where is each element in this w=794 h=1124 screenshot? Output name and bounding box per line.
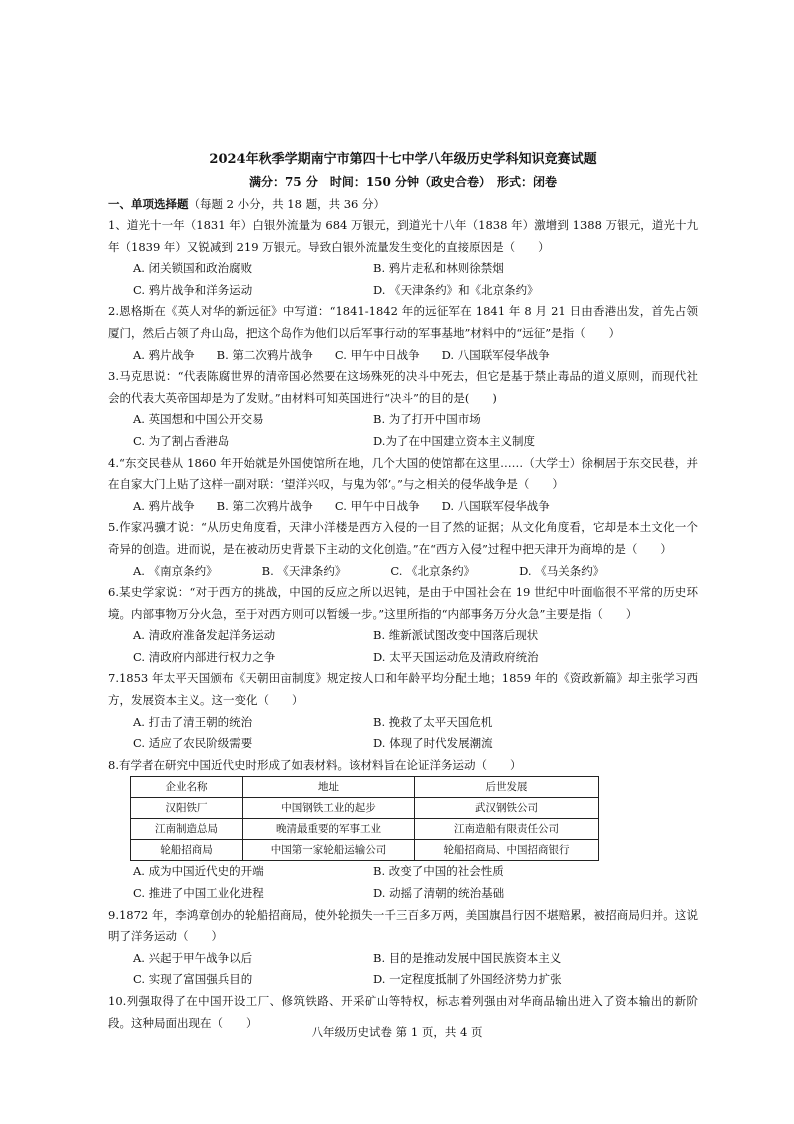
option-a: A. 闭关锁国和政治腐败 (133, 261, 253, 276)
question-9 (108, 905, 698, 991)
question-stem: 4.“东交民巷从 1860 年开始就是外国使馆所在地，几个大国的使馆都在这里……（大学士）徐桐居于东交民巷，并在自家大门上贴了这样一副对联：‘望洋兴叹，与鬼为邻’。”与之相关的侵华战争是（ ） (108, 455, 698, 492)
page-footer: 八年级历史试卷 第 1 页，共 4 页 (311, 1025, 483, 1039)
question-stem: 10.列强取得了在中国开设工厂、修筑铁路、开采矿山等特权，标志着列强由对华商品输出进入了资本输出的新阶段。这种局面出现在（ ） (108, 994, 698, 1030)
section-note: （每题 2 小分，共 18 题，共 36 分） (188, 197, 386, 211)
table-header-cell: 企业名称 (131, 777, 243, 798)
table-cell: 汉阳铁厂 (131, 798, 243, 819)
exam-subtitle: 满分：75 分 时间：150 分钟（政史合卷） 形式：闭卷 (248, 175, 558, 189)
option-d: D. 体现了时代发展潮流 (373, 736, 493, 751)
option-d: D. 太平天国运动危及清政府统治 (373, 649, 539, 664)
table-cell: 轮船招商局 (131, 840, 243, 861)
option-d: D. 《天津条约》和《北京条约》 (373, 282, 539, 297)
table-cell: 轮船招商局、中国招商银行 (415, 840, 599, 861)
option-d: D. 《马关条约》 (519, 563, 605, 578)
option-c: C. 鸦片战争和洋务运动 (133, 282, 253, 297)
table-row (131, 840, 599, 861)
option-a: A. 打击了清王朝的统治 (133, 714, 253, 729)
option-c: C. 推进了中国工业化进程 (133, 886, 264, 901)
option-c: C. 《北京条约》 (390, 563, 476, 578)
question-options (108, 496, 698, 518)
option-b: B. 目的是推动发展中国民族资本主义 (373, 950, 562, 965)
question-stem: 7.1853 年太平天国颁布《天朝田亩制度》规定按人口和年龄平均分配土地；1859 年的《资政新篇》却主张学习西方，发展资本主义。这一变化（ ） (108, 671, 698, 708)
enterprise-table (130, 776, 599, 861)
option-b: B. 第二次鸦片战争 (216, 498, 313, 513)
question-1 (108, 215, 698, 301)
option-a: A. 鸦片战争 (133, 498, 195, 513)
option-c: C. 清政府内部进行权力之争 (133, 649, 276, 664)
question-5 (108, 517, 698, 582)
option-c: C. 实现了富国强兵目的 (133, 972, 253, 987)
exam-content (108, 149, 698, 1034)
question-stem: 8.有学者在研究中国近代史时形成了如表材料。该材料旨在论证洋务运动（ ） (108, 757, 522, 772)
option-b: B. 第二次鸦片战争 (216, 347, 313, 362)
option-b: B. 鸦片走私和林则徐禁烟 (373, 261, 504, 276)
table-cell: 江南制造总局 (131, 819, 243, 840)
option-d: D. 八国联军侵华战争 (441, 498, 550, 513)
question-options (108, 948, 698, 991)
table-header-cell: 后世发展 (415, 777, 599, 798)
option-b: B. 为了打开中国市场 (373, 412, 481, 427)
question-options (108, 861, 698, 904)
question-stem: 1、道光十一年（1831 年）白银外流量为 684 万银元，到道光十八年（1838 年）激增到 1388 万银元，道光十九年（1839 年）又锐减到 219 万银元。导致白银外流量发生变化的直接原因是（ ） (108, 218, 698, 254)
question-stem: 2.恩格斯在《英人对华的新远征》中写道：“1841-1842 年的远征军在 1841 年 8 月 21 日由香港出发，首先占领厦门，然后占领了舟山岛，把这个岛作为他们以后军事行动的军事基地”材料中的“远征”是指（ ） (108, 304, 698, 340)
option-d: D. 一定程度抵制了外国经济势力扩张 (373, 972, 562, 987)
option-a: A. 《南京条约》 (133, 563, 218, 578)
table-row (131, 798, 599, 819)
question-stem: 5.作家冯骥才说：“从历史角度看，天津小洋楼是西方入侵的一目了然的证据；从文化角度看，它却是本土文化一个奇异的创造。进而说，是在被动历史背景下主动的文化创造。”在“西方入侵”过程中把天津开为商埠的是（ ） (108, 520, 698, 556)
option-d: D.为了在中国建立资本主义制度 (373, 433, 535, 448)
exam-title: 2024年秋季学期南宁市第四十七中学八年级历史学科知识竞赛试题 (209, 152, 597, 167)
table-header-cell: 地址 (243, 777, 415, 798)
option-a: A. 英国想和中国公开交易 (133, 412, 264, 427)
section-heading (108, 193, 698, 215)
table-cell: 江南造船有限责任公司 (415, 819, 599, 840)
question-options (108, 712, 698, 755)
question-stem: 9.1872 年，李鸿章创办的轮船招商局，使外轮损失一千三百多万两，美国旗昌行因不堪赔累，被招商局归并。这说明了洋务运动（ ） (108, 907, 698, 944)
question-2 (108, 301, 698, 366)
question-6 (108, 582, 698, 668)
question-options (108, 625, 698, 668)
question-7 (108, 668, 698, 754)
question-options (108, 345, 698, 367)
option-c: C. 适应了农民阶级需要 (133, 736, 253, 751)
table-cell: 中国第一家轮船运输公司 (243, 840, 415, 861)
table-row (131, 819, 599, 840)
option-a: A. 鸦片战争 (133, 347, 195, 362)
option-d: D. 八国联军侵华战争 (441, 347, 550, 362)
question-8 (108, 755, 698, 905)
option-c: C. 甲午中日战争 (334, 347, 420, 362)
question-3 (108, 366, 698, 452)
option-a: A. 兴起于甲午战争以后 (133, 950, 253, 965)
question-options (108, 409, 698, 452)
question-stem: 6.某史学家说：“对于西方的挑战，中国的反应之所以迟钝，是由于中国社会在 19 世纪中叶面临很不平常的历史环境。内部事物万分火急，至于对西方则可以暂缓一步。”这里所指的“内部事务万分火急”主要是指（ ） (108, 585, 698, 621)
table-cell: 晚清最重要的军事工业 (243, 819, 415, 840)
option-d: D. 动摇了清朝的统治基础 (373, 886, 505, 901)
option-b: B. 挽救了太平天国危机 (373, 714, 493, 729)
option-a: A. 清政府准备发起洋务运动 (133, 628, 276, 643)
table-header-row (131, 777, 599, 798)
question-options (108, 258, 698, 301)
option-c: C. 为了割占香港岛 (133, 433, 230, 448)
table-cell: 武汉钢铁公司 (415, 798, 599, 819)
question-options (108, 561, 698, 583)
section-title: 一、单项选择题 (108, 197, 189, 211)
question-stem: 3.马克思说：“代表陈腐世界的清帝国必然要在这场殊死的决斗中死去，但它是基于禁止毒品的道义原则，而现代社会的代表大英帝国却是为了发财。”由材料可知英国进行“决斗”的目的是( ) (108, 369, 698, 405)
option-b: B. 维新派试图改变中国落后现状 (373, 628, 539, 643)
question-4 (108, 453, 698, 518)
option-c: C. 甲午中日战争 (334, 498, 420, 513)
table-cell: 中国钢铁工业的起步 (243, 798, 415, 819)
option-b: B. 《天津条约》 (261, 563, 347, 578)
option-b: B. 改变了中国的社会性质 (373, 864, 504, 879)
option-a: A. 成为中国近代史的开端 (133, 864, 264, 879)
